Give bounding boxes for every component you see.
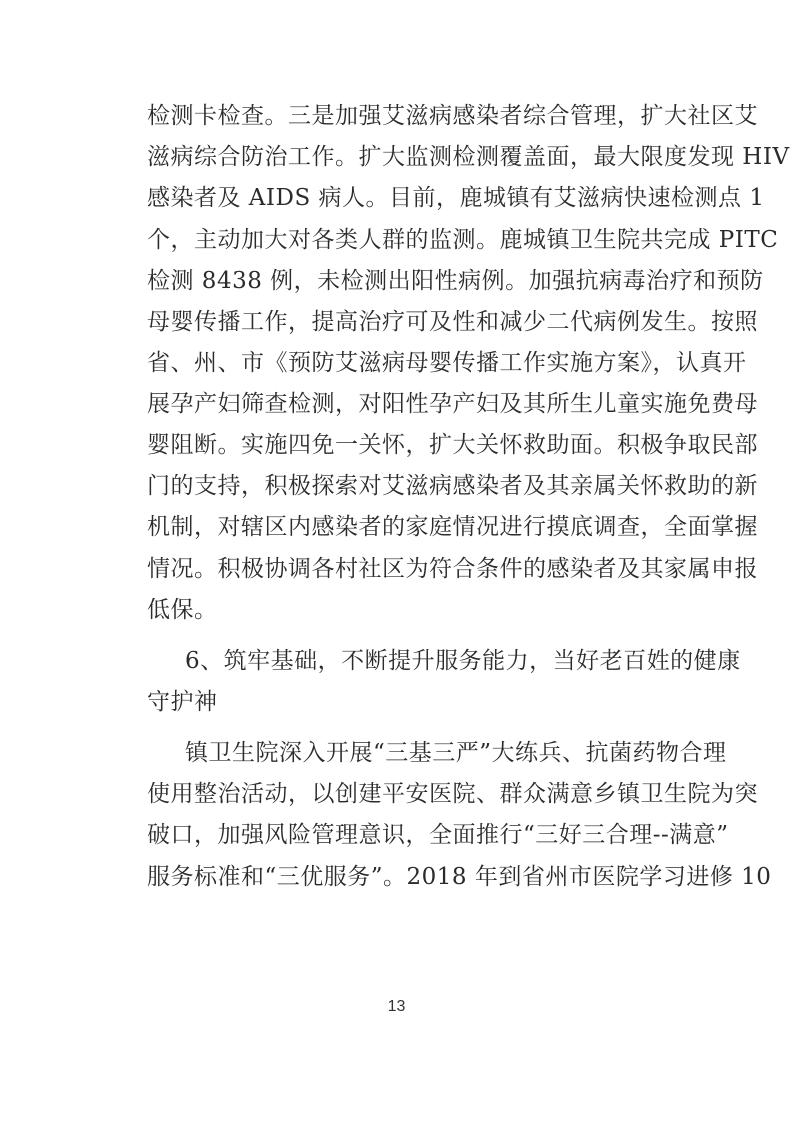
body-text-line: 省、州、市《预防艾滋病母婴传播工作实施方案》，认真开 [147,350,747,376]
page-number: 13 [387,998,406,1015]
section-heading-line: 6、筑牢基础，不断提升服务能力，当好老百姓的健康 [185,648,741,674]
body-text-line: 检测卡检查。三是加强艾滋病感染者综合管理，扩大社区艾 [147,103,758,129]
body-text-line: 机制，对辖区内感染者的家庭情况进行摸底调查，全面掌握 [147,514,758,540]
body-text-line: 使用整治活动，以创建平安医院、群众满意乡镇卫生院为突 [147,781,758,807]
body-text-line: 情况。积极协调各村社区为符合条件的感染者及其家属申报 [147,556,758,582]
body-text-line: 展孕产妇筛查检测，对阳性孕产妇及其所生儿童实施免费母 [147,391,758,417]
body-text-line: 感染者及 AIDS 病人。目前，鹿城镇有艾滋病快速检测点 1 [147,185,765,211]
body-text-line: 婴阻断。实施四免一关怀，扩大关怀救助面。积极争取民部 [147,432,758,458]
body-text-line: 门的支持，积极探索对艾滋病感染者及其亲属关怀救助的新 [147,473,758,499]
body-text-line: 检测 8438 例，未检测出阳性病例。加强抗病毒治疗和预防 [147,268,764,294]
section-heading-line: 守护神 [147,689,218,715]
body-text-line: 破口，加强风险管理意识，全面推行“三好三合理--满意” [147,822,729,848]
body-text-line: 个，主动加大对各类人群的监测。鹿城镇卫生院共完成 PITC [147,227,779,253]
body-text-line: 滋病综合防治工作。扩大监测检测覆盖面，最大限度发现 HIV [147,144,790,170]
body-text-line: 镇卫生院深入开展“三基三严”大练兵、抗菌药物合理 [185,740,727,766]
body-text-line: 低保。 [147,597,218,623]
body-text-line: 服务标准和“三优服务”。2018 年到省州市医院学习进修 10 [147,864,772,890]
body-text-line: 母婴传播工作，提高治疗可及性和减少二代病例发生。按照 [147,309,758,335]
